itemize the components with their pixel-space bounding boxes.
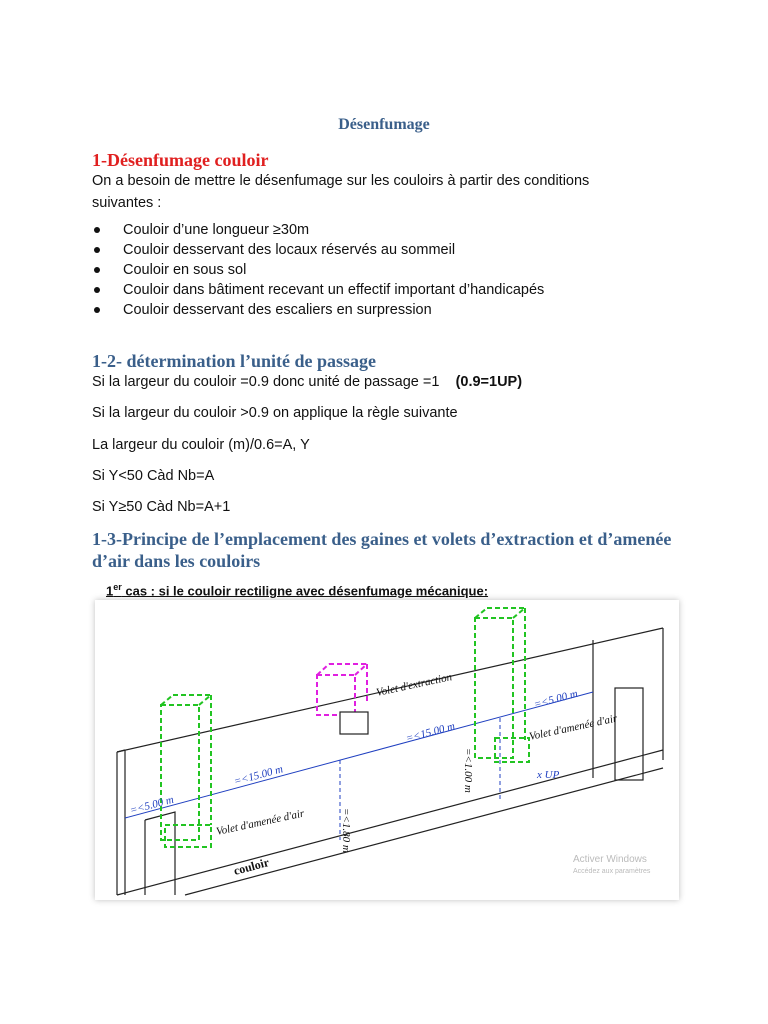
list-item: Couloir en sous sol: [92, 260, 544, 280]
label-height-right: =<1.00 m: [462, 748, 474, 793]
rule-line-1: [92, 371, 652, 393]
label-dist-15-left: =<15.00 m: [232, 763, 285, 788]
rule-line-1-text: Si la largeur du couloir =0.9 donc unité de passage =1: [92, 374, 440, 390]
watermark-acceder-parametres: Accédez aux paramètres: [573, 868, 651, 875]
rule-line-1-bold: (0.9=1UP): [455, 374, 523, 390]
rule-line-4: Si Y<50 Càd Nb=A: [92, 468, 215, 484]
extraction-duct: [317, 664, 367, 715]
rule-line-2: Si la largeur du couloir >0.9 on applique la règle suivante: [92, 405, 458, 421]
rule-line-3: La largeur du couloir (m)/0.6=A, Y: [92, 437, 310, 453]
caption-superscript: er: [113, 582, 122, 592]
label-volet-amenee-right: Volet d'amenée d'air: [528, 712, 619, 743]
extraction-grille: [340, 712, 368, 734]
section-heading-desenfumage-couloir: 1-Désenfumage couloir: [92, 150, 269, 170]
label-dist-15-right: =<15.00 m: [404, 720, 457, 745]
label-couloir: couloir: [232, 855, 271, 878]
section-heading-principe-emplacement: 1-3-Principe de l’emplacement des gaines et volets d’extraction et d’amenée d’air dans les couloirs: [92, 529, 672, 571]
list-item: Couloir desservant des escaliers en surpression: [92, 300, 544, 320]
document-title: Désenfumage: [338, 116, 430, 133]
figure-caption: [106, 582, 488, 598]
watermark-activer-windows: Activer Windows: [573, 854, 647, 865]
corridor-diagram-svg: [95, 600, 679, 900]
list-item: Couloir desservant des locaux réservés au sommeil: [92, 240, 544, 260]
label-dist-5-right: =<5.00 m: [532, 687, 580, 711]
caption-prefix: 1: [106, 583, 114, 599]
label-dist-5-left: =<5.00 m: [128, 793, 176, 817]
label-volet-extraction: Volet d'extraction: [375, 671, 454, 699]
list-item: Couloir dans bâtiment recevant un effectif important d’handicapés: [92, 280, 544, 300]
caption-text: cas : si le couloir rectiligne avec désenfumage mécanique:: [121, 583, 489, 599]
label-x-up: x UP: [537, 769, 560, 781]
conditions-list: [92, 220, 544, 320]
section-heading-unite-passage: 1-2- détermination l’unité de passage: [92, 351, 376, 371]
section1-intro: On a besoin de mettre le désenfumage sur les couloirs à partir des conditions suivantes :: [92, 173, 590, 211]
label-height-left: =<1.80 m: [340, 808, 352, 853]
label-volet-amenee-left: Volet d'amenée d'air: [215, 807, 306, 838]
corridor-diagram: [95, 600, 679, 900]
amenee-duct-right: [475, 608, 529, 762]
amenee-duct-left: [161, 695, 211, 847]
list-item: Couloir d’une longueur ≥30m: [92, 220, 544, 240]
rule-line-5: Si Y≥50 Càd Nb=A+1: [92, 499, 231, 515]
